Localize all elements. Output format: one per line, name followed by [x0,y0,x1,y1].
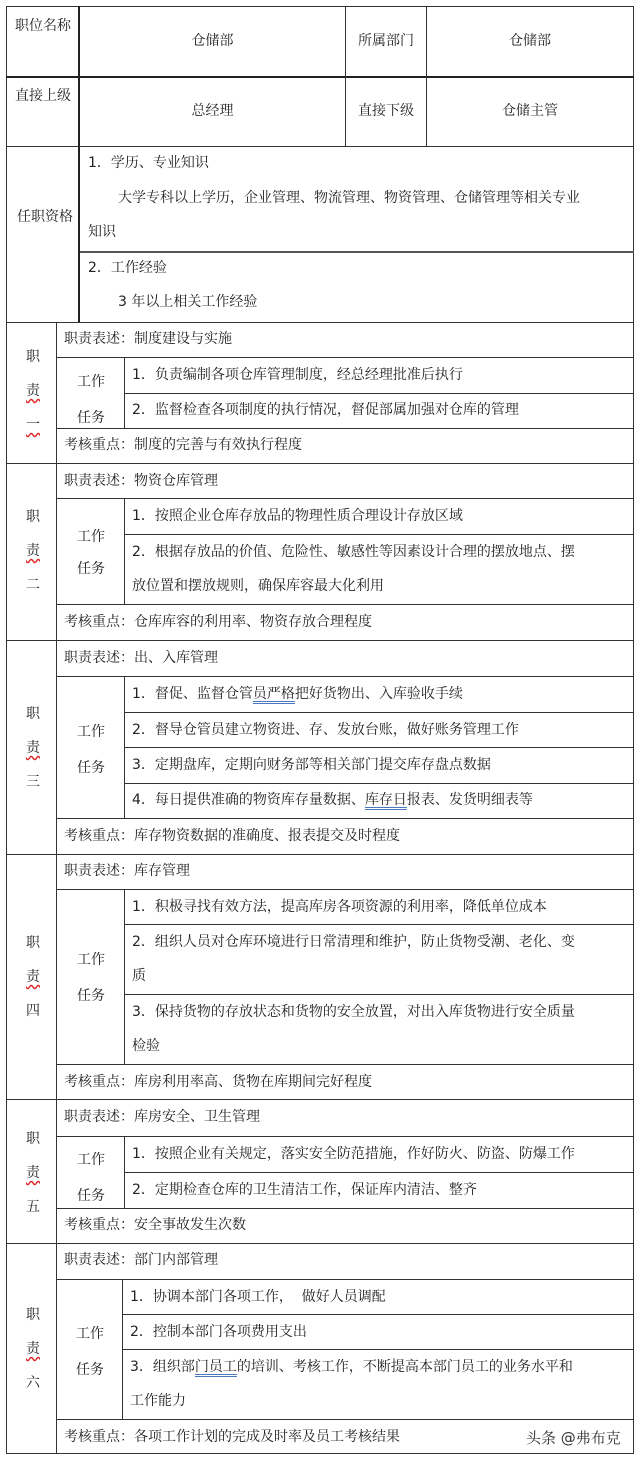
text-segment: 把好货物出、入库验收手续 [294,686,463,702]
duty-3-description [64,648,218,668]
duty-6-task-3 [130,1357,573,1377]
row-divider [56,1208,634,1209]
duty-col-divider [56,322,57,1453]
table-top-border [6,6,634,7]
row-divider [56,357,634,358]
duty-numeral: 二 [26,577,40,593]
duty-3-task-2: 2．督导仓管员建立物资进、存、发放台账，做好账务管理工作 [132,722,519,738]
duty-3-label [18,697,48,799]
focus-value: 库存物资数据的准确度、报表提交及时程度 [134,828,400,844]
task-col-divider [124,676,125,818]
desc-prefix: 职责表述： [64,473,134,489]
task-label-2: 任务 [76,1362,104,1378]
focus-prefix: 考核重点： [64,1429,134,1445]
task-col-divider [124,1136,125,1208]
qualification-1-body: 大学专科以上学历，企业管理、物流管理、物资管理、仓储管理等相关专业 [118,190,580,206]
duty-4-description [64,861,190,881]
resp-char: 责 [26,1165,40,1181]
position-label [8,12,78,41]
duty-6-description [64,1250,218,1270]
row-divider [56,1279,634,1280]
task-label-1: 工作 [77,724,105,740]
duty-2-task-2: 2．根据存放品的价值、危险性、敏感性等因素设计合理的摆放地点、摆 [132,544,575,560]
row-divider [56,428,634,429]
task-label-2: 任务 [77,410,105,426]
dept-label: 所属部门 [358,33,414,49]
row-divider [56,1136,634,1137]
row-divider [6,146,634,147]
row-divider [56,889,634,890]
focus-prefix: 考核重点： [64,828,134,844]
desc-value: 库存管理 [134,863,190,879]
grammar-underline: 员严格 [252,686,295,702]
row-divider [124,783,634,784]
table-left-border [6,6,7,1454]
focus-prefix: 考核重点： [64,614,134,630]
task-label-1: 工作 [77,374,105,390]
resp-char: 责 [26,969,40,985]
duty-2-task-2-cont: 放位置和摆放规则，确保库容最大化利用 [132,578,384,594]
dept-value: 仓储部 [509,33,551,49]
row-divider [6,854,634,855]
task-label-1: 工作 [77,1152,105,1168]
duty-4-task-label [58,942,124,1014]
position-label-text: 职位名称 [15,18,71,34]
duty-char: 职 [26,706,40,722]
superior-label-text: 直接上级 [15,88,71,104]
superior-value: 总经理 [191,103,234,119]
qualification-2-title: 2．工作经验 [88,260,167,276]
duty-2-task-1: 1．按照企业仓库存放品的物理性质合理设计存放区域 [132,508,463,524]
row-divider [124,534,634,535]
desc-value: 出、入库管理 [134,650,218,666]
focus-value: 制度的完善与有效执行程度 [134,437,302,453]
duty-1-label [18,340,48,442]
qualifications-label [14,203,76,231]
duty-char: 职 [26,935,40,951]
duty-char: 职 [26,1131,40,1147]
text-segment: 3．组织部 [130,1359,195,1375]
duty-numeral: 三 [26,774,40,790]
qualification-1-title: 1．学历、专业知识 [88,155,209,171]
duty-1-task-2: 2．监督检查各项制度的执行情况，督促部属加强对仓库的管理 [132,402,519,418]
row-divider [56,498,634,499]
row-divider [56,604,634,605]
duty-6-task-1: 1．协调本部门各项工作， 做好人员调配 [130,1289,386,1305]
row-divider [56,1419,634,1420]
qualification-1-body-cont: 知识 [88,224,116,240]
duty-5-description [64,1107,260,1127]
row-divider [80,251,634,253]
text-segment: 报表、发货明细表等 [406,792,533,808]
row-divider [124,747,634,748]
duty-6-task-3-cont: 工作能力 [130,1393,186,1409]
position-value: 仓储部 [191,33,234,49]
text-segment: 1．督促、监督仓管 [132,686,253,702]
duty-1-focus [64,435,302,455]
col-divider [78,6,80,322]
focus-prefix: 考核重点： [64,1217,134,1233]
duty-3-task-4 [132,790,533,810]
duty-5-task-2: 2．定期检查仓库的卫生清洁工作，保证库内清洁、整齐 [132,1182,477,1198]
desc-value: 制度建设与实施 [134,331,232,347]
duty-3-task-3: 3．定期盘库，定期向财务部等相关部门提交库存盘点数据 [132,757,491,773]
duty-4-task-1: 1．积极寻找有效方法，提高库房各项资源的利用率，降低单位成本 [132,899,547,915]
task-label-1: 工作 [77,952,105,968]
task-label-2: 任务 [77,988,105,1004]
table-right-border [633,6,634,1454]
task-col-divider [122,1279,123,1419]
qualification-2-body: 3 年以上相关工作经验 [118,294,258,310]
row-divider [124,994,634,995]
duty-2-label [18,500,48,602]
desc-value: 物资仓库管理 [134,473,218,489]
row-divider [56,1064,634,1065]
col-divider [345,6,346,146]
subordinate-value: 仓储主管 [502,103,558,119]
task-label-2: 任务 [77,760,105,776]
duty-2-description [64,471,218,491]
qualifications-label-text: 任职资格 [17,209,73,225]
duty-numeral: 五 [26,1199,40,1215]
resp-char: 责 [26,1341,40,1357]
focus-value: 仓库库容的利用率、物资存放合理程度 [134,614,372,630]
task-label-1: 工作 [76,1326,104,1342]
task-label-2: 任务 [77,1188,105,1204]
task-col-divider [124,498,125,604]
duty-6-label [18,1298,48,1400]
row-divider [56,818,634,819]
row-divider [6,322,634,323]
desc-prefix: 职责表述： [64,1252,134,1268]
grammar-underline: 门员工 [194,1359,237,1375]
desc-value: 库房安全、卫生管理 [134,1109,260,1125]
duty-2-focus [64,612,372,632]
duty-numeral: 六 [26,1375,40,1391]
grammar-underline: 库存日 [364,792,407,808]
row-divider [124,393,634,394]
resp-char: 责 [26,543,40,559]
text-segment: 的培训、考核工作，不断提高本部门员工的业务水平和 [236,1359,573,1375]
row-divider [6,76,634,78]
duty-3-focus [64,826,400,846]
resp-char: 责 [26,740,40,756]
duty-char: 职 [26,1307,40,1323]
duty-5-focus [64,1215,246,1235]
duty-numeral: 四 [26,1003,40,1019]
duty-1-task-label [58,364,124,436]
focus-prefix: 考核重点： [64,437,134,453]
duty-6-task-label [58,1316,122,1388]
watermark: 头条 @弗布克 [522,1427,625,1448]
desc-prefix: 职责表述： [64,331,134,347]
desc-value: 部门内部管理 [134,1252,218,1268]
duty-4-task-2-cont: 质 [132,968,146,984]
row-divider [122,1349,634,1350]
row-divider [6,463,634,464]
focus-value: 库房利用率高、货物在库期间完好程度 [134,1074,372,1090]
duty-1-task-1: 1．负责编制各项仓库管理制度，经总经理批准后执行 [132,367,463,383]
desc-prefix: 职责表述： [64,650,134,666]
duty-char: 职 [26,509,40,525]
duty-4-focus [64,1072,372,1092]
row-divider [124,712,634,713]
duty-2-task-label [58,521,124,585]
row-divider [6,640,634,641]
col-divider [426,6,427,146]
resp-char: 责 [26,383,40,399]
duty-6-focus [64,1427,400,1447]
duty-5-label [18,1122,48,1224]
duty-5-task-label [58,1142,124,1214]
duty-4-label [18,926,48,1028]
row-divider [56,676,634,677]
superior-label [8,82,78,111]
duty-1-description [64,329,232,349]
focus-value: 安全事故发生次数 [134,1217,246,1233]
task-col-divider [124,357,125,428]
table-bottom-border [6,1453,634,1454]
row-divider [6,1243,634,1244]
duty-3-task-label [58,714,124,786]
desc-prefix: 职责表述： [64,863,134,879]
row-divider [124,924,634,925]
row-divider [6,1099,634,1100]
duty-4-task-3: 3．保持货物的存放状态和货物的安全放置，对出入库货物进行安全质量 [132,1004,575,1020]
subordinate-label: 直接下级 [358,103,414,119]
duty-3-task-1 [132,684,463,704]
duty-6-task-2: 2．控制本部门各项费用支出 [130,1324,307,1340]
row-divider [124,1172,634,1173]
focus-value: 各项工作计划的完成及时率及员工考核结果 [134,1429,400,1445]
duty-char: 职 [26,349,40,365]
desc-prefix: 职责表述： [64,1109,134,1125]
text-segment: 4．每日提供准确的物资库存量数据、 [132,792,365,808]
task-label-2: 任务 [77,561,105,577]
focus-prefix: 考核重点： [64,1074,134,1090]
row-divider [122,1314,634,1315]
task-col-divider [124,889,125,1064]
duty-numeral: 一 [26,417,40,433]
task-label-1: 工作 [77,529,105,545]
duty-5-task-1: 1．按照企业有关规定，落实安全防范措施，作好防火、防盗、防爆工作 [132,1146,575,1162]
duty-4-task-3-cont: 检验 [132,1038,160,1054]
duty-4-task-2: 2．组织人员对仓库环境进行日常清理和维护，防止货物受潮、老化、变 [132,934,575,950]
